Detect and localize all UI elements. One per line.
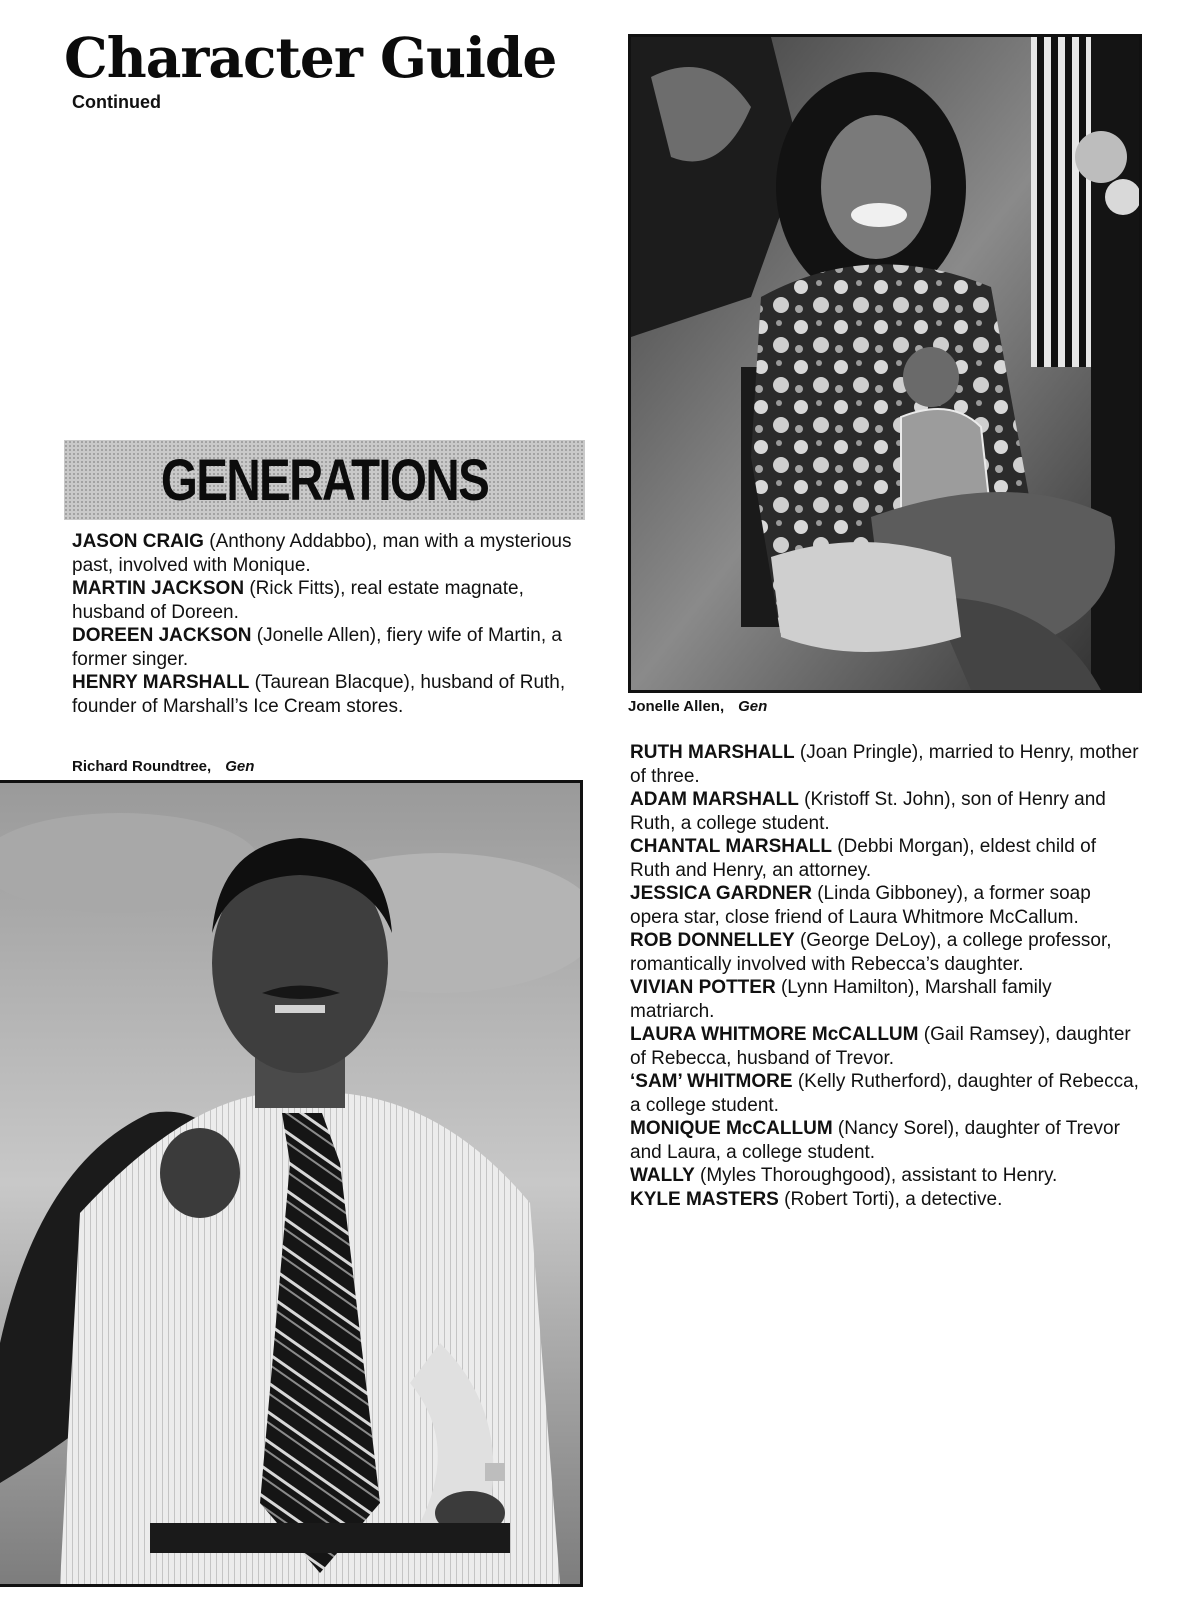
character-desc: (Nancy Sorel), daughter of Trevor and Laura, a college student. <box>630 1118 1120 1163</box>
photo-woman-seated-image <box>631 37 1139 690</box>
character-name: MARTIN JACKSON <box>72 578 245 599</box>
character-name: ‘SAM’ WHITMORE <box>630 1071 793 1092</box>
caption-left-show: Gen <box>225 758 255 775</box>
character-name: VIVIAN POTTER <box>630 977 776 998</box>
character-entry <box>72 530 592 577</box>
character-entry <box>72 624 592 671</box>
character-name: JESSICA GARDNER <box>630 883 812 904</box>
character-list-right <box>630 741 1140 1211</box>
character-name: MONIQUE McCALLUM <box>630 1118 833 1139</box>
character-desc: (Taurean Blacque), husband of Ruth, founder of Marshall’s Ice Cream stores. <box>72 672 566 717</box>
photo-jonelle-allen <box>628 34 1142 693</box>
character-desc: (Kristoff St. John), son of Henry and Ruth, a college student. <box>630 789 1106 834</box>
character-entry <box>630 1164 1140 1188</box>
character-entry <box>630 1117 1140 1164</box>
character-entry <box>630 788 1140 835</box>
character-name: WALLY <box>630 1165 695 1186</box>
character-entry <box>630 1188 1140 1212</box>
character-desc: (Kelly Rutherford), daughter of Rebecca, a college student. <box>630 1071 1139 1116</box>
character-desc: (Anthony Addabbo), man with a mysterious past, involved with Monique. <box>72 531 572 576</box>
character-name: ROB DONNELLEY <box>630 930 795 951</box>
character-name: LAURA WHITMORE McCALLUM <box>630 1024 919 1045</box>
character-desc: (Gail Ramsey), daughter of Rebecca, husband of Trevor. <box>630 1024 1131 1069</box>
character-name: DOREEN JACKSON <box>72 625 252 646</box>
character-name: KYLE MASTERS <box>630 1188 779 1210</box>
character-list-left <box>72 530 592 718</box>
character-desc: (Rick Fitts), real estate magnate, husband of Doreen. <box>72 578 524 623</box>
caption-right-show: Gen <box>738 698 768 715</box>
character-name: JASON CRAIG <box>72 531 204 552</box>
character-desc: (Debbi Morgan), eldest child of Ruth and Henry, an attorney. <box>630 836 1096 881</box>
character-entry <box>72 577 592 624</box>
show-banner <box>64 440 585 520</box>
character-desc: (Lynn Hamilton), Marshall family matriarch. <box>630 977 1052 1022</box>
page-title: Character Guide <box>64 25 557 90</box>
character-name: ADAM MARSHALL <box>630 789 799 810</box>
character-desc: (Joan Pringle), married to Henry, mother of three. <box>630 742 1139 787</box>
character-desc: (Myles Thoroughgood), assistant to Henry. <box>694 1165 1058 1186</box>
character-entry <box>72 671 592 718</box>
character-name: HENRY MARSHALL <box>72 672 250 693</box>
character-entry <box>630 835 1140 882</box>
character-desc: (Jonelle Allen), fiery wife of Martin, a former singer. <box>72 625 562 670</box>
show-banner-text: GENERATIONS <box>160 447 489 513</box>
character-desc: (George DeLoy), a college professor, romantically involved with Rebecca’s daughter. <box>630 930 1112 975</box>
character-name: CHANTAL MARSHALL <box>630 836 832 857</box>
page-subtitle: Continued <box>72 92 161 112</box>
caption-right-name: Jonelle Allen, <box>628 698 725 715</box>
photo-man-portrait-image <box>0 783 580 1584</box>
character-entry <box>630 1023 1140 1070</box>
caption-left <box>72 758 254 775</box>
character-desc: (Robert Torti), a detective. <box>778 1188 1003 1210</box>
character-entry <box>630 741 1140 788</box>
character-entry <box>630 1070 1140 1117</box>
character-entry <box>630 929 1140 976</box>
character-entry <box>630 882 1140 929</box>
character-name: RUTH MARSHALL <box>630 742 795 763</box>
photo-richard-roundtree <box>0 780 583 1587</box>
character-desc: (Linda Gibboney), a former soap opera star, close friend of Laura Whitmore McCallum. <box>630 883 1091 928</box>
caption-right <box>628 698 767 715</box>
character-entry <box>630 976 1140 1023</box>
caption-left-name: Richard Roundtree, <box>72 758 212 775</box>
